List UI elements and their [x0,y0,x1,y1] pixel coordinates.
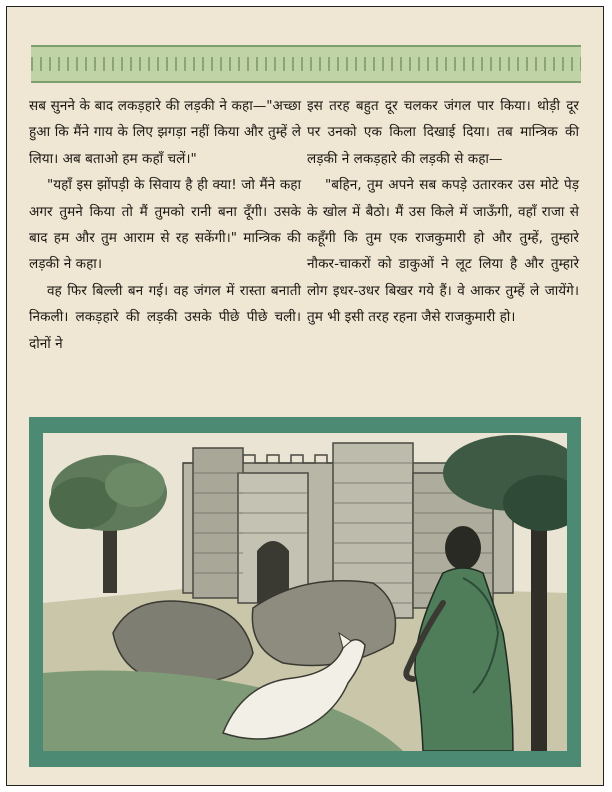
decorative-header-band [31,45,581,83]
paragraph: वह फिर बिल्ली बन गई। वह जंगल में रास्ता बनाती निकली। लकड़हारे की लड़की उसके पीछे पीछे चली। दोनों ने [29,282,301,352]
magazine-page [6,6,604,786]
paragraph: "यहाँ इस झोंपड़ी के सिवाय है ही क्या! जो मैंने कहा अगर तुमने किया तो मैं तुमको रानी बना दूँगी। उसके बाद हम और तुम आराम से रह सकेंगी।" मान्त्रिक की लड़की ने कहा। [29,177,301,273]
fort-scene-illustration [43,433,567,751]
story-illustration [29,417,581,767]
right-text-column [307,93,579,331]
paragraph: "बहिन, तुम अपने सब कपड़े उतारकर उस मोटे पेड़ के खोल में बैठो। मैं उस किले में जाऊँगी, वहाँ राजा से कहूँगी कि तुम एक राजकुमारी हो और तुम्हें, तुम्हारे नौकर-चाकरों को डाकुओं ने लूट लिया है और तुम्हारे लोग इधर-उधर बिखर गये हैं। वे आकर तुम्हें ले जायेंगे। तुम भी इसी तरह रहना जैसे राजकुमारी हो। [307,177,579,326]
left-text-column [29,93,301,357]
paragraph: इस तरह बहुत दूर चलकर जंगल पार किया। थोड़ी दूर पर उनको एक किला दिखाई दिया। तब मान्त्रिक की लड़की ने लकड़हारे की लड़की से कहा— [307,98,579,167]
paragraph: सब सुनने के बाद लकड़हारे की लड़की ने कहा—"अच्छा हुआ कि मैंने गाय के लिए झगड़ा नहीं किया और तुम्हें ले लिया। अब बताओ हम कहाँ चलें।" [29,98,301,167]
